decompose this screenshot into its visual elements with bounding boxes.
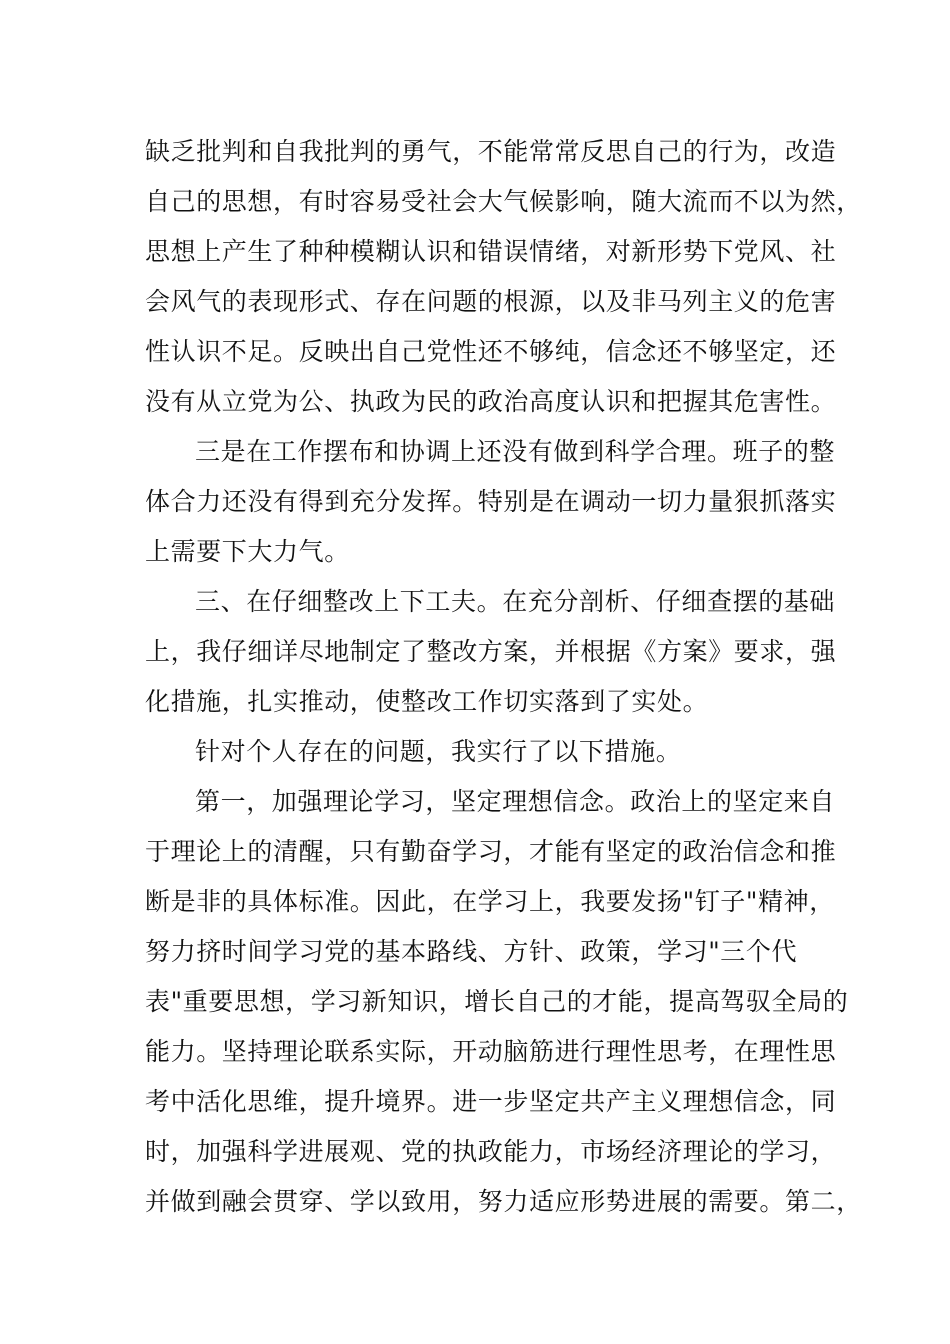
text-line: 于理论上的清醒，只有勤奋学习，才能有坚定的政治信念和推	[145, 837, 837, 866]
text-line: 表"重要思想，学习新知识，增长自己的才能，提高驾驭全局的	[145, 987, 849, 1016]
text-line: 会风气的表现形式、存在问题的根源，以及非马列主义的危害	[145, 287, 837, 316]
text-line: 断是非的具体标准。因此，在学习上，我要发扬"钉子"精神，	[145, 887, 835, 916]
text-line: 没有从立党为公、执政为民的政治高度认识和把握其危害性。	[145, 387, 837, 416]
paragraph-first-line: 三是在工作摆布和协调上还没有做到科学合理。班子的整	[195, 437, 836, 466]
text-line: 思想上产生了种种模糊认识和错误情绪，对新形势下党风、社	[145, 237, 837, 266]
paragraph-first-line: 三、在仔细整改上下工夫。在充分剖析、仔细查摆的基础	[195, 587, 836, 616]
text-line: 时，加强科学进展观、党的执政能力，市场经济理论的学习，	[145, 1137, 837, 1166]
paragraph-first-line: 第一，加强理论学习，坚定理想信念。政治上的坚定来自	[195, 787, 836, 816]
text-line: 能力。坚持理论联系实际，开动脑筋进行理性思考，在理性思	[145, 1037, 837, 1066]
text-line: 缺乏批判和自我批判的勇气，不能常常反思自己的行为，改造	[145, 137, 837, 166]
text-line: 考中活化思维，提升境界。进一步坚定共产主义理想信念，同	[145, 1087, 837, 1116]
text-line: 上，我仔细详尽地制定了整改方案，并根据《方案》要求，强	[145, 637, 837, 666]
text-line: 体合力还没有得到充分发挥。特别是在调动一切力量狠抓落实	[145, 487, 837, 516]
text-line: 努力挤时间学习党的基本路线、方针、政策，学习"三个代	[145, 937, 798, 966]
text-line: 上需要下大力气。	[145, 537, 350, 566]
text-line: 自己的思想，有时容易受社会大气候影响，随大流而不以为然，	[145, 187, 862, 216]
text-line: 并做到融会贯穿、学以致用，努力适应形势进展的需要。第二，	[145, 1187, 862, 1216]
text-line: 化措施，扎实推动，使整改工作切实落到了实处。	[145, 687, 709, 716]
paragraph-first-line: 针对个人存在的问题，我实行了以下措施。	[195, 737, 682, 766]
text-line: 性认识不足。反映出自己党性还不够纯，信念还不够坚定，还	[145, 337, 837, 366]
